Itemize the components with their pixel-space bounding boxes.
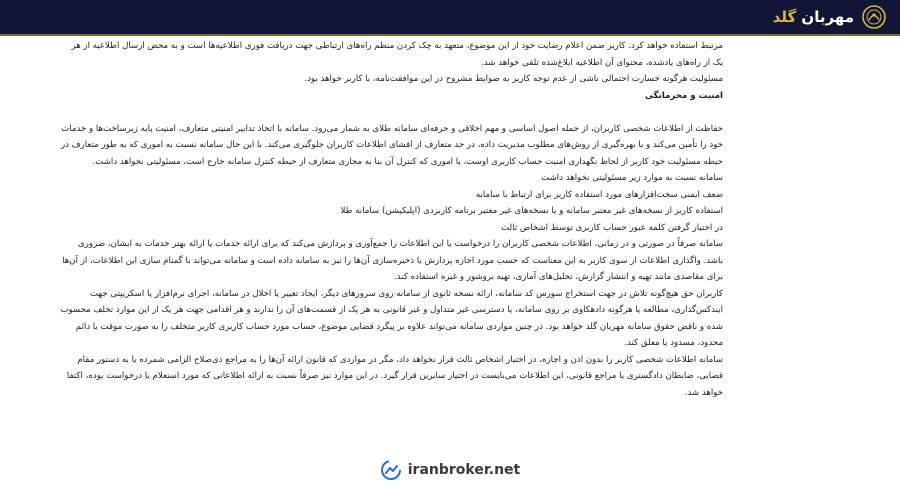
section-heading-security: امنیت و محرمانگی (644, 90, 723, 101)
paragraph-security: حفاظت از اطلاعات شخصی کاربران، از جمله اصول اساسی و مهم اخلاقی و حرفه‌ای سامانه طلای به شمار می‌رود. سامانه با اتخاذ تدابیر امنیتی متعارف، امنیت پایه زیرساخت‌ها و خدمات خود را تأمین می‌کند و با بهره‌گیری از روش‌های مطلوب مدیریت داده، در حد متعارف از افشای اطلاعات کاربران جلوگیری می‌کند. با این حال سامانه نسبت به اموری که به طور متعارف در حیطه مسئولیت خود کاربر از لحاظ نگهداری امنیت حساب کاربری اوست، یا اموری که کنترل آن بنا به مجاری متعارف از حیطه کنترل سامانه خارج است، مسئولیتی نخواهد داشت. (60, 123, 723, 167)
list-item: ضعف ایمنی سخت‌افزارهای مورد استفاده کاربر برای ارتباط با سامانه (475, 189, 723, 200)
list-item: در اختیار گرفتن کلمه عبور حساب کاربری توسط اشخاص ثالث (501, 222, 723, 233)
terms-content (60, 38, 723, 438)
list-item: استفاده کاربر از نسخه‌های غیر معتبر سامانه و یا نسخه‌های غیر معتبر برنامه کاربردی (اپلیکیشن) سامانه طلا (340, 206, 723, 216)
paragraph-liability: مسئولیت هرگونه خسارت احتمالی ناشی از عدم توجه کاربر به ضوابط مشروح در این موافقت‌نامه، با کاربر خواهد بود. (304, 74, 723, 84)
paragraph-data-processing: سامانه صرفاً در صورتی و در زمانی، اطلاعات شخصی کاربران را درخواست یا این اطلاعات را جمع‌آوری و پردازش می‌کند که برای ارائه خدمات یا ارائه بهتر خدمات به ایشان، ضروری باشد. واگذاری اطلاعات از سوی کاربر به این معناست که حسب مورد اجازه پردازش یا ذخیره‌سازی آن‌ها را نیز به سامانه داده است و سامانه می‌تواند با گمنام سازی این اطلاعات، از آن‌ها برای مقاصدی مانند تهیه و انتشار گزارش، تحلیل‌های آماری، تهیه بروشور و غیره استفاده کند. (62, 239, 723, 282)
top-header (0, 0, 900, 36)
iranbroker-watermark (380, 459, 520, 481)
brand-logo-link[interactable] (773, 2, 888, 32)
iranbroker-logo-icon (380, 459, 402, 481)
paragraph-notifications: مرتبط استفاده خواهد کرد. کاربر ضمن اعلام رضایت خود از این موضوع، متعهد به چک کردن منظم راه‌های ارتباطی جهت دریافت فوری اطلاعیه‌ها است و به محض ارسال اطلاعیه از هر یک از راه‌های یادشده، محتوای آن اطلاعیه ابلاغ‌شده تلقی خواهد شد. (71, 41, 723, 68)
coin-logo-icon (860, 3, 888, 31)
spacer (60, 104, 723, 121)
brand-name (773, 8, 854, 26)
footer-text: iranbroker.net (407, 461, 521, 478)
brand-name-part2: گلد (772, 8, 797, 26)
paragraph-disclosure: سامانه اطلاعات شخصی کاربر را بدون اذن و اجازه، در اختیار اشخاص ثالث قرار نخواهد داد، مگر در مواردی که قانون ارائه آن‌ها را به مراجع ذی‌صلاح الزامی شمرده یا به دستور مقام قضایی، ضابطان دادگستری یا مراجع قانونی، این اطلاعات می‌بایست در اختیار سایرین قرار گیرد. در این موارد نیز صرفاً نسبت به ارائه اطلاعاتی که مورد استعلام یا درخواست بوده، اکتفا خواهد شد. (66, 354, 723, 398)
paragraph-source-code: کاربران حق هیچ‌گونه تلاش در جهت استخراج سورس کد سامانه، ارائه نسخه ثانوی از سامانه روی سرورهای دیگر، ایجاد تغییر یا اخلال در سامانه، اجرای نرم‌افزار یا اسکریپتی جهت ایندکس‌گذاری، مطالعه یا هرگونه دادهکاوی بر روی سامانه، یا دسترسی غیر متداول و غیر قانونی به هر یک از قسمت‌های آن را ندارند و هر اقدامی جهت هر یک از این موارد تخلف محسوب شده و ناقض حقوق سامانه مهربان گلد خواهد بود. در چنین مواردی سامانه می‌تواند علاوه بر پیگرد قضایی موضوع، حساب مورد حساب کاربری کاربر متخلف را به صورت موقت یا دائم محدود، مسدود یا معلق کند. (60, 288, 723, 348)
brand-name-part1: مهربان (801, 8, 854, 26)
list-intro: سامانه نسبت به موارد زیر مسئولیتی نخواهد داشت (541, 173, 723, 183)
footer (0, 450, 900, 489)
